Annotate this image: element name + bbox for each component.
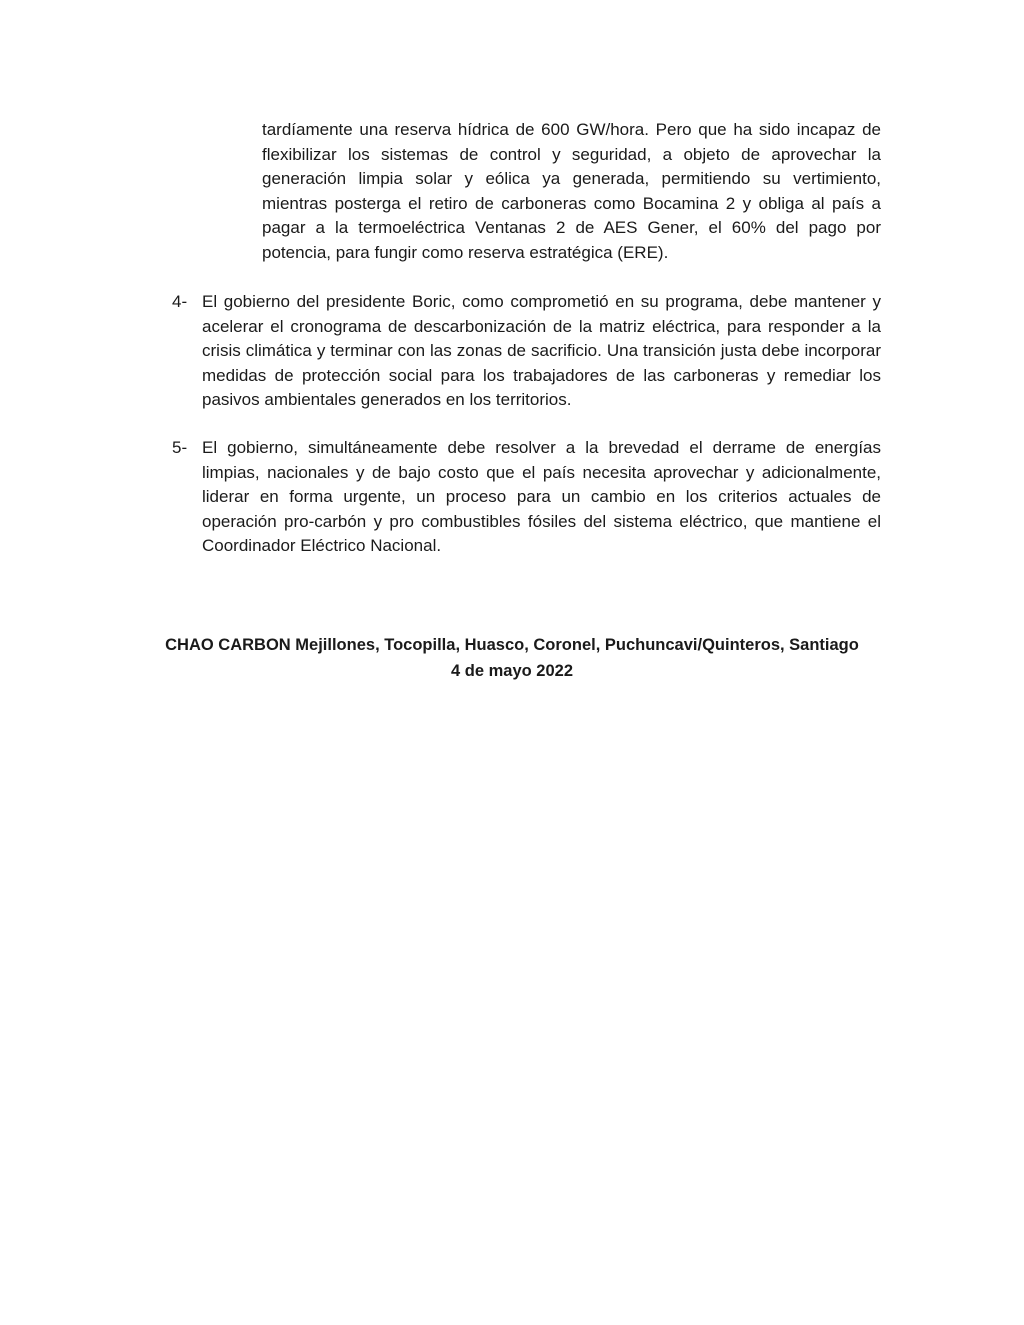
- signature-organizations: CHAO CARBON Mejillones, Tocopilla, Huasco, Coronel, Puchuncavi/Quinteros, Santiago: [165, 636, 859, 654]
- list-item-text: El gobierno del presidente Boric, como comprometió en su programa, debe mantener y acelerar el cronograma de descarbonización de la matriz eléctrica, para responder a la crisis climática y terminar con las zonas de sacrificio. Una transición justa debe incorporar medidas de protección social para los trabajadores de las carboneras y remediar los pasivos ambientales generados en los territorios.: [202, 292, 881, 409]
- list-number: 5-: [172, 438, 188, 457]
- list-item-text: El gobierno, simultáneamente debe resolver a la brevedad el derrame de energías limpias, nacionales y de bajo costo que el país necesita aprovechar y adicionalmente, liderar en forma urgente, un proceso para un cambio en los criterios actuales de operación pro-carbón y pro combustibles fósiles del sistema eléctrico, que mantiene el Coordinador Eléctrico Nacional.: [202, 438, 881, 555]
- continuation-paragraph: tardíamente una reserva hídrica de 600 GW/hora. Pero que ha sido incapaz de flexibilizar los sistemas de control y seguridad, a objeto de aprovechar la generación limpia solar y eólica ya generada, permitiendo su vertimiento, mientras posterga el retiro de carboneras como Bocamina 2 y obliga al país a pagar a la termoeléctrica Ventanas 2 de AES Gener, el 60% del pago por potencia, para fungir como reserva estratégica (ERE).: [262, 120, 881, 262]
- signature-date: 4 de mayo 2022: [451, 662, 573, 680]
- list-number: 4-: [172, 292, 188, 311]
